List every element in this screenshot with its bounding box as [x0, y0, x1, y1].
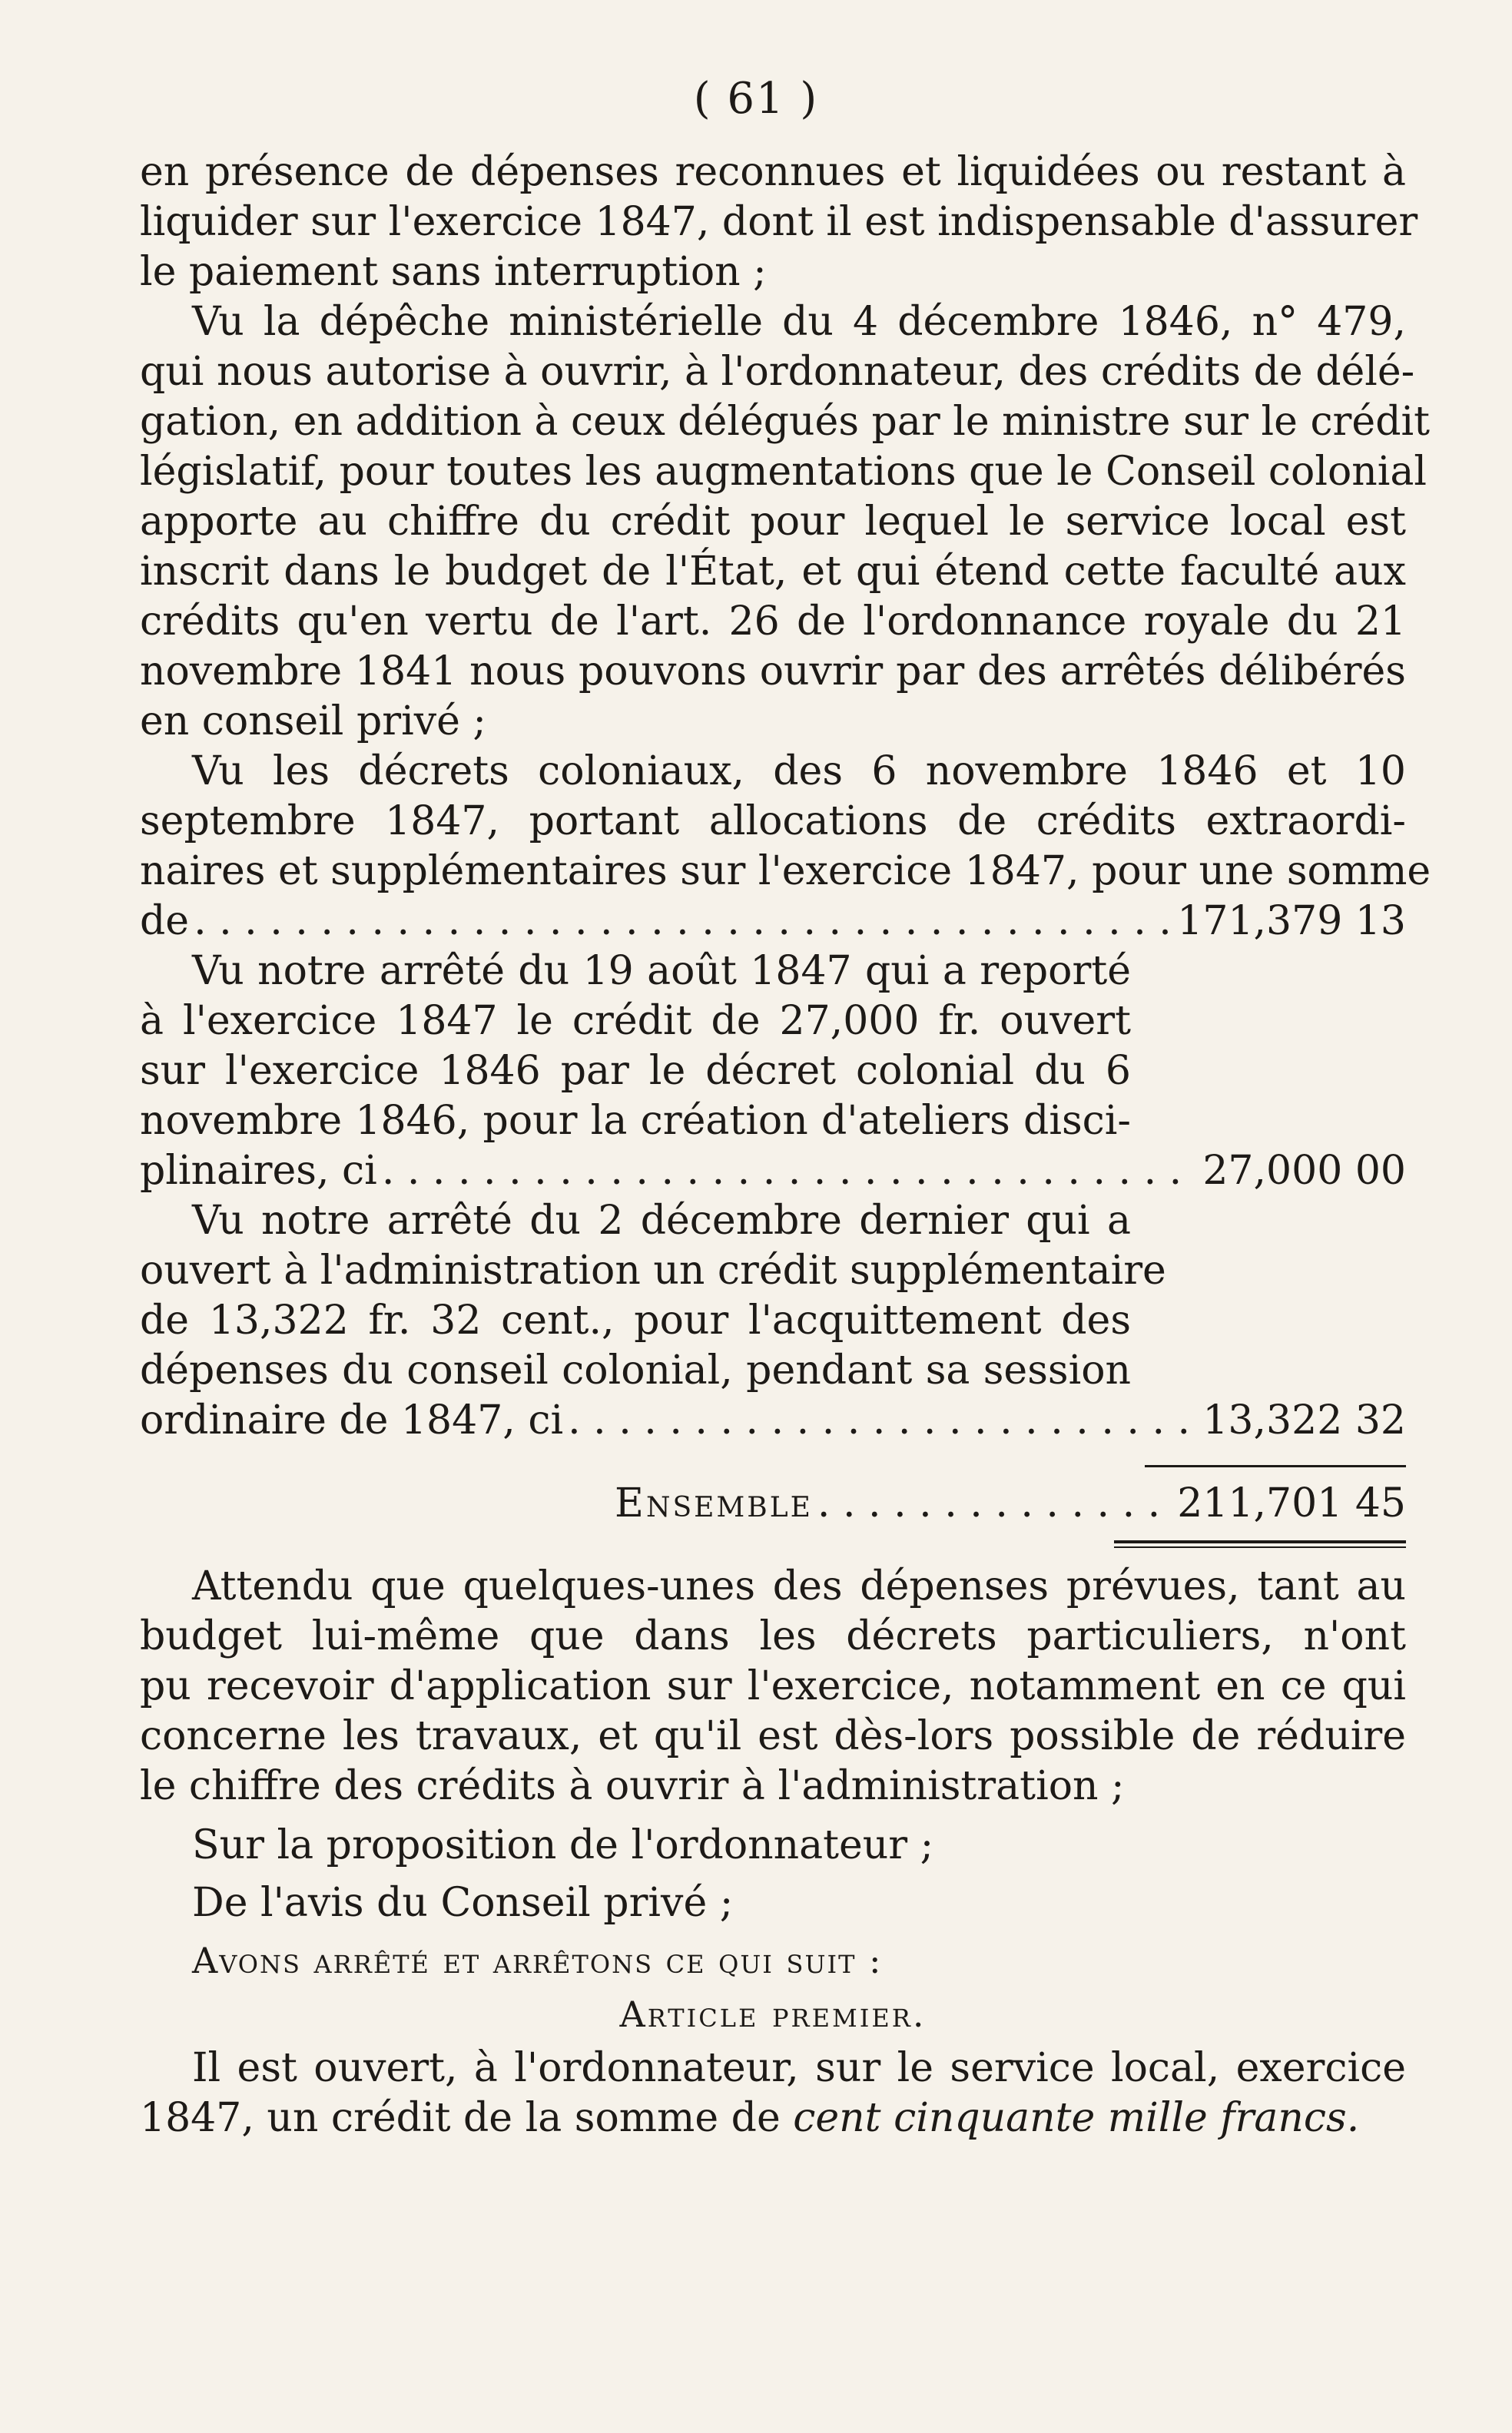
ledger-line — [140, 1146, 1406, 1195]
dot-leader — [194, 897, 1172, 946]
text-line: qui nous autorise à ouvrir, à l'ordonnateur, des crédits de délé- — [140, 349, 1415, 395]
text-line: budget lui-même que dans les décrets particuliers, n'ont — [140, 1613, 1406, 1659]
text-line: concerne les travaux, et qu'il est dès-lors possible de réduire — [140, 1713, 1406, 1759]
text-line — [140, 2093, 1406, 2143]
text-line: Il est ouvert, à l'ordonnateur, sur le service local, exercice — [192, 2045, 1406, 2091]
double-rule-bottom — [1114, 1546, 1406, 1548]
text-line: en conseil privé ; — [140, 698, 486, 744]
text-line: Vu notre arrêté du 19 août 1847 qui a reporté — [192, 948, 1131, 994]
text-line: sur l'exercice 1846 par le décret colonial du 6 — [140, 1048, 1131, 1094]
text-line: inscrit dans le budget de l'État, et qui étend cette faculté aux — [140, 549, 1406, 595]
text-line: De l'avis du Conseil privé ; — [192, 1880, 734, 1926]
text-line: pu recevoir d'application sur l'exercice, notamment en ce qui — [140, 1663, 1406, 1709]
text-line: naires et supplémentaires sur l'exercice 1847, pour une somme — [140, 848, 1431, 894]
text-line: Vu la dépêche ministérielle du 4 décembre 1846, n° 479, — [192, 299, 1406, 345]
dot-leader — [817, 1479, 1172, 1528]
total-amount: 211,701 45 — [1177, 1480, 1406, 1526]
sum-rule — [1145, 1465, 1406, 1467]
text-run: 1847, un crédit de la somme de — [140, 2095, 781, 2141]
ledger-amount: 27,000 00 — [1202, 1148, 1406, 1194]
total-label: Ensemble — [615, 1480, 813, 1526]
text-line: novembre 1846, pour la création d'ateliers disci- — [140, 1098, 1131, 1144]
ledger-label: ordinaire de 1847, ci — [140, 1397, 564, 1444]
text-line: crédits qu'en vertu de l'art. 26 de l'ordonnance royale du 21 — [140, 598, 1406, 645]
ledger-line — [140, 1396, 1406, 1445]
text-line: à l'exercice 1847 le crédit de 27,000 fr. ouvert — [140, 998, 1131, 1044]
text-line: liquider sur l'exercice 1847, dont il est indispensable d'assurer — [140, 199, 1418, 245]
double-rule-top — [1114, 1540, 1406, 1543]
ledger-amount: 171,379 13 — [1177, 898, 1406, 944]
text-line: novembre 1841 nous pouvons ouvrir par des arrêtés délibérés — [140, 648, 1406, 694]
text-line: le paiement sans interruption ; — [140, 249, 767, 295]
text-line: Sur la proposition de l'ordonnateur ; — [192, 1822, 934, 1868]
ledger-label: de — [140, 898, 190, 944]
dot-leader — [382, 1146, 1199, 1195]
ledger-line — [140, 897, 1406, 946]
total-line — [615, 1479, 1406, 1528]
dot-leader — [568, 1396, 1198, 1445]
text-line: le chiffre des crédits à ouvrir à l'administration ; — [140, 1763, 1125, 1809]
text-line: législatif, pour toutes les augmentations que le Conseil colonial — [140, 449, 1427, 495]
ledger-amount: 13,322 32 — [1202, 1397, 1406, 1444]
text-line: en présence de dépenses reconnues et liquidées ou restant à — [140, 149, 1406, 195]
decree-formula: Avons arrêté et arrêtons ce qui suit : — [192, 1940, 883, 1981]
text-line: ouvert à l'administration un crédit supplémentaire — [140, 1248, 1166, 1294]
ledger-label: plinaires, ci — [140, 1148, 377, 1194]
text-line: gation, en addition à ceux délégués par le ministre sur le crédit — [140, 399, 1431, 445]
text-line: dépenses du conseil colonial, pendant sa session — [140, 1347, 1131, 1394]
text-line: Vu notre arrêté du 2 décembre dernier qui a — [192, 1198, 1131, 1244]
text-line: apporte au chiffre du crédit pour lequel le service local est — [140, 499, 1406, 545]
text-line: de 13,322 fr. 32 cent., pour l'acquittement des — [140, 1298, 1131, 1344]
page-number: ( 61 ) — [693, 74, 819, 124]
amount-in-words: cent cinquante mille francs. — [793, 2095, 1360, 2141]
article-heading: Article premier. — [619, 1994, 927, 2035]
text-line: Attendu que quelques-unes des dépenses prévues, tant au — [192, 1563, 1406, 1609]
text-line: septembre 1847, portant allocations de crédits extraordi- — [140, 798, 1406, 844]
text-line: Vu les décrets coloniaux, des 6 novembre 1846 et 10 — [192, 748, 1406, 794]
